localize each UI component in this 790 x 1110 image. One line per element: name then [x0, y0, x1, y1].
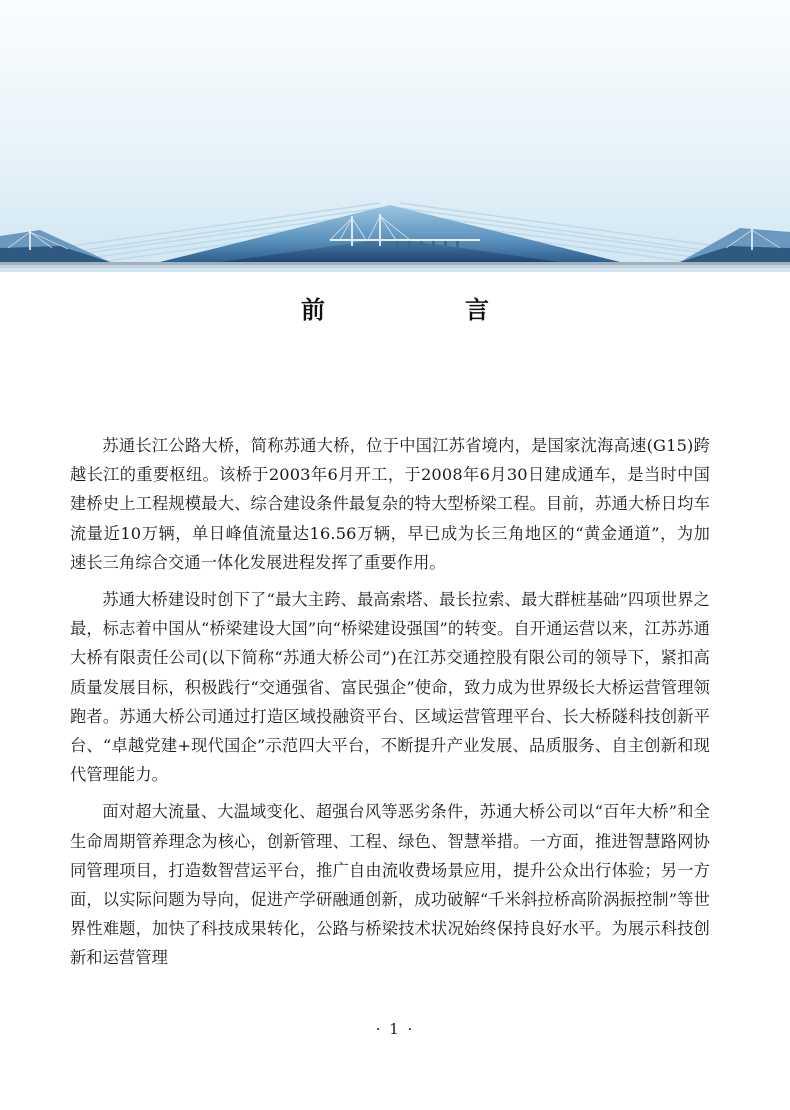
- page-title: 前 言: [301, 296, 547, 324]
- header-banner-image: [0, 0, 790, 272]
- paragraph: 苏通大桥建设时创下了“最大主跨、最高索塔、最长拉索、最大群桩基础”四项世界之最，标志着中国从“桥梁建设大国”向“桥梁建设强国”的转变。自开通运营以来，江苏苏通大桥有限责任公司(以下简称“苏通大桥公司”)在江苏交通控股有限公司的领导下，紧扣高质量发展目标，积极践行“交通强省、富民强企”使命，致力成为世界级长大桥运营管理领跑者。苏通大桥公司通过打造区域投融资平台、区域运营管理平台、长大桥隧科技创新平台、“卓越党建+现代国企”示范四大平台，不断提升产业发展、品质服务、自主创新和现代管理能力。: [70, 590, 710, 785]
- page-number: · 1 ·: [375, 1020, 415, 1038]
- paragraph: 苏通长江公路大桥，简称苏通大桥，位于中国江苏省境内，是国家沈海高速(G15)跨越长江的重要枢纽。该桥于2003年6月开工，于2008年6月30日建成通车，是当时中国建桥史上工程规模最大、综合建设条件最复杂的特大型桥梁工程。目前，苏通大桥日均车流量近10万辆，单日峰值流量达16.56万辆，早已成为长三角地区的“黄金通道”，为加速长三角综合交通一体化发展进程发挥了重要作用。: [70, 436, 710, 572]
- body-text: [70, 431, 710, 973]
- paragraph: 面对超大流量、大温域变化、超强台风等恶劣条件，苏通大桥公司以“百年大桥”和全生命周期管养理念为核心，创新管理、工程、绿色、智慧举措。一方面，推进智慧路网协同管理项目，打造数智营运平台，推广自由流收费场景应用，提升公众出行体验；另一方面，以实际问题为导向，促进产学研融通创新，成功破解“千米斜拉桥高阶涡振控制”等世界性难题，加快了科技成果转化，公路与桥梁技术状况始终保持良好水平。为展示科技创新和运营管理: [70, 802, 710, 968]
